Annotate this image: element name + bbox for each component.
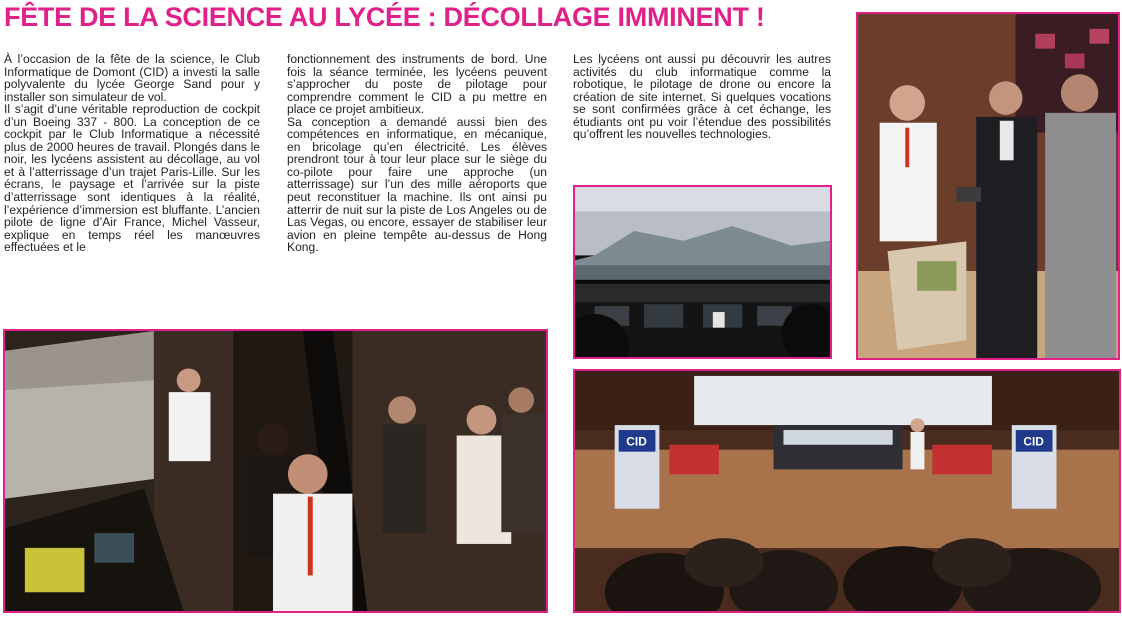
cockpit-students-illustration xyxy=(5,331,546,611)
photo-simulator-screen xyxy=(573,185,832,359)
simulator-screen-illustration xyxy=(575,187,830,357)
auditorium-illustration xyxy=(575,371,1119,611)
paragraph-cockpit: Il s’agit d’une véritable reproduction de cockpit d’un Boeing 337 - 800. La conception de ce cockpit par le Club Informatique a nécessité plus de 2000 heures de travail. Plongés dans le noir, les lycéens assistent au décollage, au vol et à l’atterrissage d’un trajet Paris-Lille. Sur les écrans, le paysage et l’arrivée sur la piste d’atterrissage sont identiques à la réalité, l’expérience d’immersion est bluffante. L’ancien pilote de ligne d’Air France, Michel Vasseur, explique en temps réel les manœuvres effectuées et le xyxy=(4,102,260,255)
photo-auditorium xyxy=(573,369,1121,613)
photo-cockpit-students xyxy=(3,329,548,613)
cid-banner-left: CID xyxy=(626,434,647,449)
photo-club-members xyxy=(856,12,1120,360)
article-title: FÊTE DE LA SCIENCE AU LYCÉE : DÉCOLLAGE IMMINENT ! xyxy=(4,2,765,32)
paragraph-activities: Les lycéens ont aussi pu découvrir les autres activités du club informatique comme la robotique, le pilotage de drone ou encore la création de site internet. Si quelques vocations se sont confirmées grâce à cet échange, les étudiants ont pu voir l’étendue des possibilités qu’offrent les nouvelles technologies. xyxy=(573,52,831,142)
paragraph-cockpit-continued: fonctionnement des instruments de bord. Une fois la séance terminée, les lycéens peuvent s’approcher du poste de pilotage pour comprendre comment le CID a pu mettre en place ce projet ambitieux. xyxy=(287,52,547,117)
text-column-1 xyxy=(4,53,260,254)
club-members-illustration xyxy=(858,14,1118,358)
text-column-2 xyxy=(287,53,547,254)
text-column-3 xyxy=(573,53,831,141)
paragraph-conception: Sa conception a demandé aussi bien des compétences en informatique, en mécanique, en bricolage qu’en électricité. Les élèves prendront tour à tour leur place sur le siège du co-pilote pour faire une approche (un atterrissage) sur l’un des mille aéroports que peut reconstituer la machine. Ils ont ainsi pu atterrir de nuit sur la piste de Los Angeles ou de Las Vegas, ou encore, essayer de stabiliser leur avion en pleine tempête au-dessus de Hong Kong. xyxy=(287,114,547,255)
paragraph-intro: À l’occasion de la fête de la science, le Club Informatique de Domont (CID) a investi la salle polyvalente du lycée George Sand pour y installer son simulateur de vol. xyxy=(4,52,260,104)
cid-banner-right: CID xyxy=(1023,434,1044,449)
